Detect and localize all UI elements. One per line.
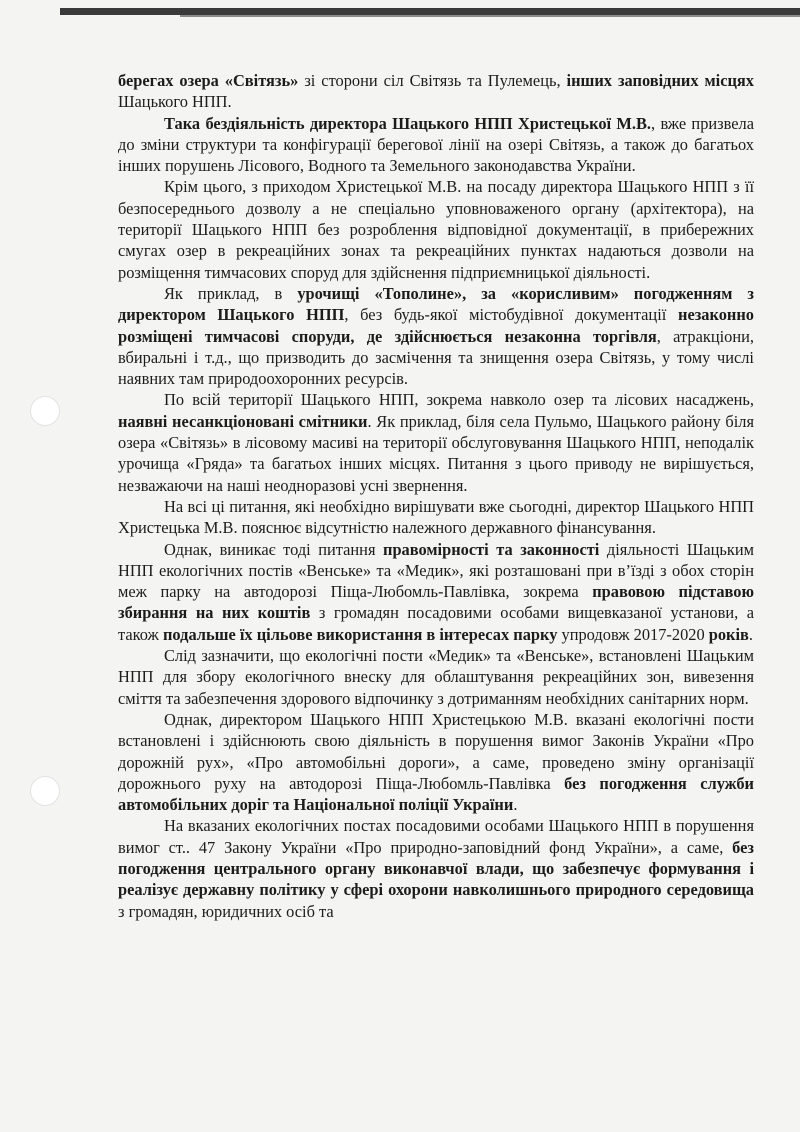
text-run: , атракціони, вбиральні і т.д., що призводить до засмічення та знищення озера Світязь, у тому числі наявних там природоохоронних ресурсів. <box>118 326 754 389</box>
document-body <box>118 70 754 922</box>
paragraph-7 <box>118 539 754 645</box>
text-run: років <box>708 624 749 644</box>
text-run: з громадян посадовими особами вищевказаної установи, а також <box>118 603 755 644</box>
paragraph-6 <box>118 496 754 539</box>
paragraph-10 <box>118 815 754 921</box>
text-run: інших заповідних місцях <box>566 71 754 90</box>
paragraph-1 <box>118 70 754 113</box>
text-run: Крім цього, з приходом Христецької М.В. на посаду директора Шацького НПП з її безпосереднього дозволу а не спеціально уповноваженого органу (архітектора), на території Шацького НПП без розроблення відповідної документації, в прибережних смугах озер в рекреаційних зонах та рекреаційних пунктах надаються дозволи на розміщення тимчасових споруд для здійснення підприємницької діяльності. <box>118 177 754 282</box>
text-run: діяльності Шацьким НПП екологічних постів «Венське» та «Медик», які розташовані при в’їзді з обох сторін меж парку на автодорозі Піща-Любомль-Павлівка, зокрема <box>118 539 754 602</box>
text-run: незаконно розміщені тимчасові споруди, де здійснюється незаконна торгівля <box>118 305 755 346</box>
paragraph-3 <box>118 176 754 282</box>
text-run: берегах озера «Світязь» <box>118 71 299 90</box>
text-run: подальше їх цільове використання в інтересах парку <box>162 624 558 644</box>
text-run: Однак, виникає тоді питання <box>164 539 383 559</box>
text-run: На всі ці питання, які необхідно вирішувати вже сьогодні, директор Шацького НПП Христецька М.В. пояснює відсутністю належного державного фінансування. <box>118 496 754 538</box>
text-run: По всій території Шацького НПП, зокрема навколо озер та лісових насаджень, <box>164 390 754 410</box>
text-run: урочищі «Тополине», за «корисливим» погодженням з директором Шацького НПП <box>118 283 754 325</box>
text-run: . Як приклад, біля села Пульмо, Шацького району біля озера «Світязь» в лісовому масиві на території обслуговування Шацького НПП, неподалік урочища «Гряда» та багатьох інших місцях. Питання з цього приводу не вирішується, незважаючи на наші неодноразові усні звернення. <box>118 411 754 495</box>
scan-top-edge <box>60 8 800 15</box>
punch-hole-lower <box>30 776 60 806</box>
paragraph-4 <box>118 283 754 389</box>
text-run: Як приклад, в <box>164 283 298 303</box>
text-run: На вказаних екологічних постах посадовими особами Шацького НПП в порушення вимог ст.. 47 Закону України «Про природно-заповідний фонд України», а саме, <box>118 816 754 857</box>
punch-hole-upper <box>30 396 60 426</box>
text-run: Така бездіяльність директора Шацького НПП Христецької М.В. <box>164 113 652 133</box>
text-run: Однак, директором Шацького НПП Христецькою М.В. вказані екологічні пости встановлені і здійснюють свою діяльність в порушення вимог Законів України «Про дорожній рух», «Про автомобільні дороги», а саме, проведено зміну організації дорожнього руху на автодорозі Піща-Любомль-Павлівка <box>118 709 754 793</box>
text-run: . <box>748 624 754 644</box>
text-run: Шацького НПП. <box>118 92 232 112</box>
paragraph-5 <box>118 389 754 495</box>
text-run: . <box>513 795 518 815</box>
paragraph-8 <box>118 645 754 709</box>
text-run: без погодження центрального органу виконавчої влади, що забезпечує формування і реалізує державну політику у сфері охорони навколишнього природного середовища <box>118 837 754 900</box>
text-run: наявні несанкціоновані смітники <box>118 411 368 431</box>
text-run: , без будь-якої містобудівної документації <box>344 305 678 325</box>
scan-top-edge-shadow <box>180 15 800 17</box>
paragraph-2 <box>118 113 754 177</box>
text-run: без погодження служби автомобільних доріг та Національної поліції України <box>118 773 754 815</box>
text-run: зі сторони сіл Світязь та Пулемець, <box>298 71 567 90</box>
text-run: правовою підставою збирання на них коштів <box>118 582 754 623</box>
text-run: упродовж 2017-2020 <box>557 624 709 644</box>
text-run: правомірності та законності <box>383 539 600 559</box>
text-run: з громадян, юридичних осіб та <box>118 901 334 921</box>
text-run: Слід зазначити, що екологічні пости «Медик» та «Венське», встановлені Шацьким НПП для збору екологічного внеску для облаштування рекреаційних зон, вивезення сміття та забезпечення здорового відпочинку з дотриманням необхідних санітарних норм. <box>118 646 754 708</box>
text-run: , вже призвела до зміни структури та конфігурації берегової лінії на озері Світязь, а також до багатьох інших порушень Лісового, Водного та Земельного законодавства України. <box>118 113 755 176</box>
paragraph-9 <box>118 709 754 815</box>
